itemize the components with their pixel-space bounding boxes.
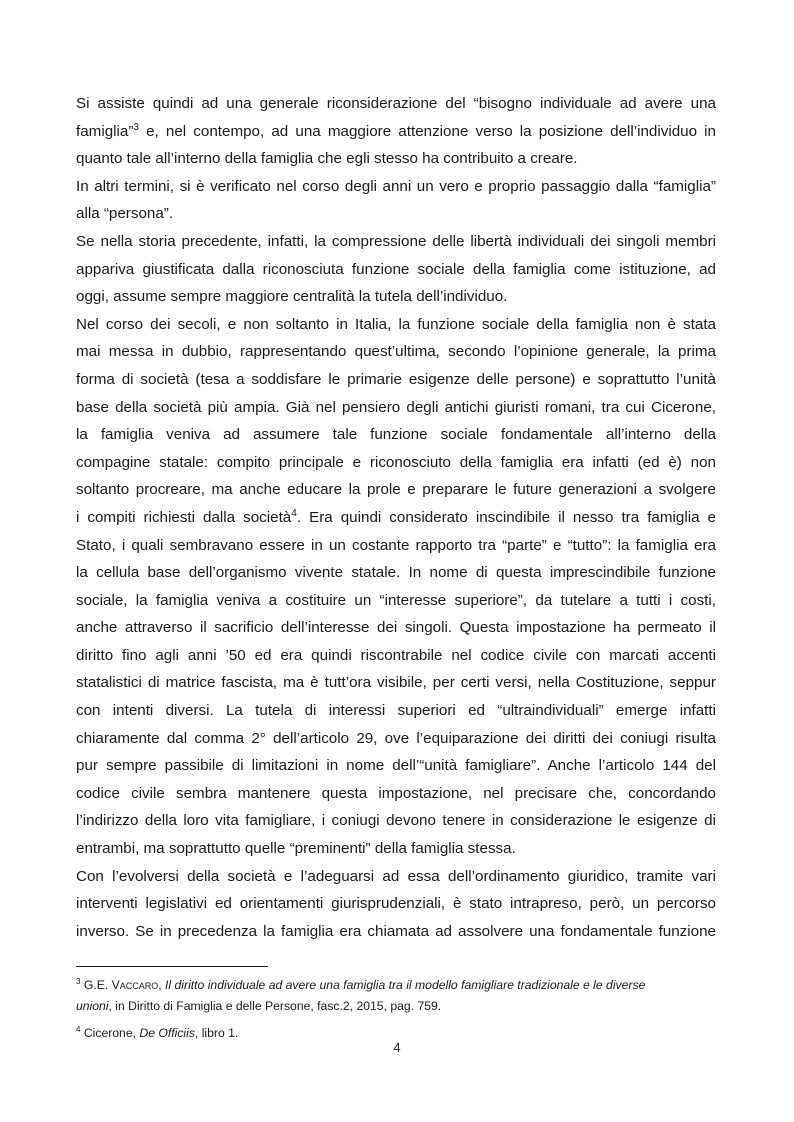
footnote-source: , in Diritto di Famiglia e delle Persone, fasc.2, 2015, pag. 759. xyxy=(108,999,442,1013)
text-run: e, nel contempo, ad una maggiore attenzione verso la posizione dell’individuo in xyxy=(138,122,716,140)
text-line: l’indirizzo della loro vita famigliare, i coniugi devono tenere in considerazione le esigenze di xyxy=(76,812,716,830)
page-number: 4 xyxy=(393,1040,401,1055)
footnote-author-surname: Vaccaro xyxy=(111,978,159,992)
footnote-number: 4 xyxy=(76,1024,81,1034)
text-line: sociale, la famiglia veniva a costituire un “interesse superiore”, da tutelare a tutti i costi, xyxy=(76,591,716,609)
text-line: alla “persona”. xyxy=(76,205,174,223)
footnote-title: unioni xyxy=(76,999,109,1013)
footnote-work: De Officiis xyxy=(139,1026,195,1040)
footnote-line: $^3$ G.E. Vaccaro, Il diritto individuale ad avere una famiglia tra il modello famigliare tradizionale e le diverse xyxy=(76,976,646,992)
text-line: anche attraverso il sacrificio dell’interesse dei singoli. Questa impostazione ha permeato il xyxy=(76,619,716,637)
paragraph-2 xyxy=(76,173,716,228)
footnote-ref-3[interactable]: 3 xyxy=(133,121,139,133)
text-run: i compiti richiesti dalla società xyxy=(76,508,292,526)
paragraph-5 xyxy=(76,863,716,946)
footnote-author: Cicerone, xyxy=(83,1026,140,1040)
footnote-author-initials: G.E. xyxy=(83,978,112,992)
text-line: soltanto procreare, ma anche educare la prole e preparare le future generazioni a svolgere xyxy=(76,481,716,499)
text-line: chiaramente dal comma 2° dell’articolo 29, ove l’equiparazione dei diritti dei coniugi risulta xyxy=(76,729,716,747)
footnote-number: 3 xyxy=(76,976,81,986)
text-line: oggi, assume sempre maggiore centralità la tutela dell’individuo. xyxy=(76,288,508,306)
text-line: codice civile sembra mantenere questa impostazione, nel precisare che, concordando xyxy=(76,784,716,802)
footnote-source: , libro 1. xyxy=(194,1026,239,1040)
footnote-title: Il diritto individuale ad avere una famiglia tra il modello famigliare tradizionale e le diverse xyxy=(165,978,646,992)
text-line xyxy=(76,118,716,146)
text-line: mai messa in dubbio, rappresentando quest’ultima, secondo l’opinione generale, la prima xyxy=(76,343,716,361)
text-run: . Era quindi considerato inscindibile il nesso tra famiglia e xyxy=(296,508,716,526)
paragraph-3 xyxy=(76,228,716,311)
text-line: compagine statale: compito principale e riconosciuto della famiglia era infatti (ed è) non xyxy=(76,453,716,471)
text-line: diritto fino agli anni ’50 ed era quindi riscontrabile nel codice civile con marcati accenti xyxy=(76,646,716,664)
text-line: appariva giustificata dalla riconosciuta funzione sociale della famiglia come istituzione, ad xyxy=(76,260,716,278)
text-line: pur sempre passibile di limitazioni in nome dell’“unità famigliare”. Anche l’articolo 144 del xyxy=(76,757,716,775)
text-line: Se nella storia precedente, infatti, la compressione delle libertà individuali dei singoli membri xyxy=(76,232,716,250)
text-line: interventi legislativi ed orientamenti giurisprudenziali, è stato intrapreso, però, un percorso xyxy=(76,895,716,913)
text-line xyxy=(76,504,716,532)
text-line: entrambi, ma soprattutto quelle “preminenti” della famiglia stessa. xyxy=(76,840,516,858)
text-line: la cellula base dell’organismo vivente statale. In nome di questa imprescindibile funzione xyxy=(76,564,716,582)
footnote-ref-4[interactable]: 4 xyxy=(291,507,297,519)
paragraph-1 xyxy=(76,90,716,173)
text-line: Nel corso dei secoli, e non soltanto in Italia, la funzione sociale della famiglia non è stata xyxy=(76,315,716,333)
text-line: quanto tale all’interno della famiglia che egli stesso ha contribuito a creare. xyxy=(76,150,578,168)
text-line: con intenti diversi. La tutela di interessi superiori ed “ultraindividuali” emerge infatti xyxy=(76,702,716,720)
text-line: forma di società (tesa a soddisfare le primarie esigenze delle persone) e soprattutto l’unità xyxy=(76,370,716,388)
text-line: Con l’evolversi della società e l’adeguarsi ad essa dell’ordinamento giuridico, tramite vari xyxy=(76,867,716,885)
text-line: la famiglia veniva ad assumere tale funzione sociale fondamentale all’interno della xyxy=(76,426,716,444)
text-line: Si assiste quindi ad una generale riconsiderazione del “bisogno individuale ad avere una xyxy=(76,95,716,112)
text-line: statalistici di matrice fascista, ma è tutt’ora visibile, per certi versi, nella Costituzione, seppur xyxy=(76,674,716,692)
text-run: famiglia” xyxy=(76,122,134,140)
footnotes xyxy=(76,975,716,1044)
text-line: base della società più ampia. Già nel pensiero degli antichi giuristi romani, tra cui Cicerone, xyxy=(76,398,716,416)
footnote-line xyxy=(76,996,716,1017)
footnote-3 xyxy=(76,975,716,1017)
paragraph-4 xyxy=(76,311,716,863)
body-text xyxy=(76,90,716,945)
text-line: Stato, i quali sembravano essere in un costante rapporto tra “parte” e “tutto”: la famiglia era xyxy=(76,536,716,554)
text-line: inverso. Se in precedenza la famiglia era chiamata ad assolvere una fondamentale funzione xyxy=(76,922,716,940)
text-line: In altri termini, si è verificato nel corso degli anni un vero e proprio passaggio dalla “famiglia” xyxy=(76,177,716,195)
footnote-separator xyxy=(76,966,268,967)
